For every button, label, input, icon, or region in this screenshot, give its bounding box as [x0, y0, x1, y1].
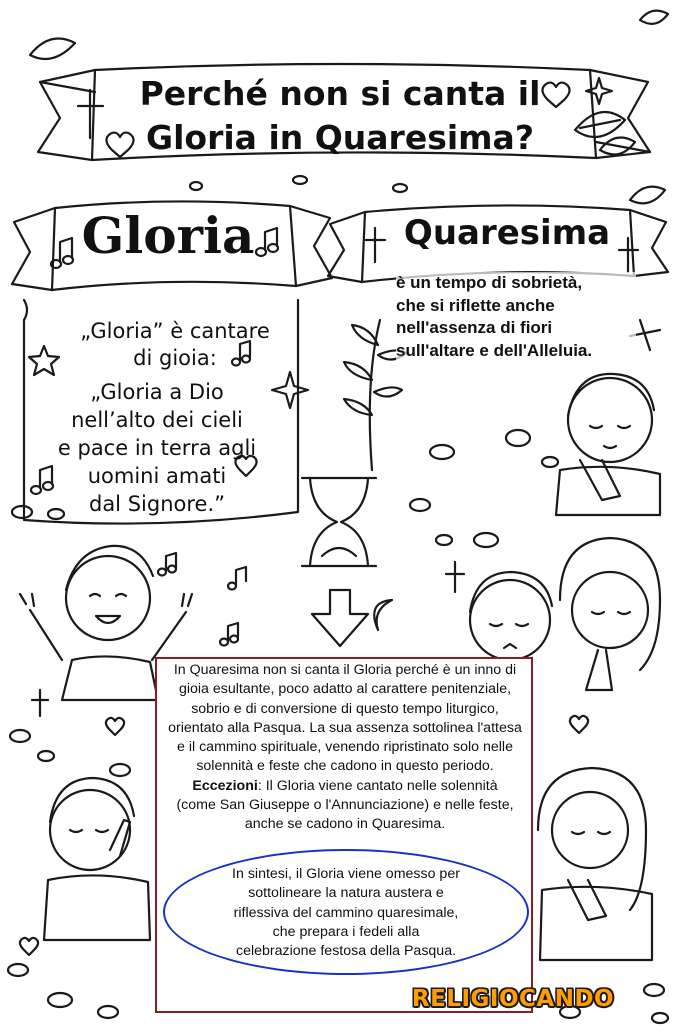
exceptions-line: anche se cadono in Quaresima. — [244, 816, 446, 833]
exceptions-label: Eccezioni — [192, 777, 258, 794]
religiocando-logo — [406, 982, 620, 1018]
explanation-line: e il cammino spirituale, venendo ripristinato solo nelle — [177, 739, 513, 756]
explanation-line: In Quaresima non si canta il Gloria perché è un inno di — [173, 662, 517, 678]
summary-line: In sintesi, il Gloria viene omesso per — [232, 866, 460, 882]
summary-line: che prepara i fedeli alla — [272, 923, 420, 940]
summary-line: riflessiva del cammino quaresimale, — [233, 904, 459, 921]
exceptions-line: (come San Giuseppe o l'Annunciazione) e nelle feste, — [176, 797, 514, 814]
cross-icon — [366, 228, 385, 262]
child-praying — [470, 572, 552, 660]
gloria-quote — [32, 378, 282, 518]
quaresima-desc-line: nell'assenza di fiori — [396, 318, 553, 337]
explanation-text — [159, 661, 531, 835]
exceptions-text: : Il Gloria viene cantato nelle solennità — [257, 777, 498, 794]
music-note-icon — [228, 567, 246, 590]
summary-line: celebrazione festosa della Pasqua. — [235, 943, 457, 960]
gloria-heading: Gloria — [81, 206, 255, 265]
logo-text: RELIGIOCANDO — [411, 986, 615, 1012]
summary-line: sottolineare la natura austera e — [248, 885, 444, 902]
gloria-intro-line: di gioia: — [133, 346, 217, 370]
gloria-quote-line: „Gloria a Dio — [90, 380, 224, 404]
explanation-line: gioia esultante, poco adatto al carattere penitenziale, — [178, 681, 512, 698]
gloria-quote-line: e pace in terra agli — [57, 436, 257, 460]
gloria-intro — [60, 318, 290, 372]
cross-icon — [78, 90, 103, 138]
girl-praying — [560, 538, 660, 690]
explanation-line: solennità e feste che cadono in questo periodo. — [196, 758, 494, 775]
child-praying — [556, 374, 660, 515]
gloria-quote-line: uomini amati — [87, 464, 227, 488]
explanation-line: sobrio e di conversione di questo tempo liturgico, — [191, 700, 499, 717]
music-note-icon — [220, 623, 238, 646]
gloria-quote-line: nell’alto dei cieli — [71, 408, 243, 432]
explanation-box — [155, 657, 533, 1013]
title-line: Perché non si canta il — [139, 74, 541, 113]
explanation-line: orientato alla Pasqua. La sua assenza sottolinea l'attesa — [168, 719, 522, 736]
music-note-icon — [158, 553, 176, 576]
child-silent — [44, 778, 150, 940]
leaf-icon — [30, 11, 668, 59]
gloria-intro-line: „Gloria” è cantare — [80, 319, 270, 343]
girl-praying — [538, 768, 652, 960]
summary — [163, 849, 529, 975]
exceptions-line — [159, 777, 531, 796]
star-icon — [29, 346, 59, 375]
summary-text — [203, 865, 489, 961]
down-arrow-icon — [312, 590, 368, 646]
quaresima-desc-line: è un tempo di sobrietà, — [396, 273, 583, 292]
quaresima-desc-line: che si riflette anche — [396, 295, 555, 315]
music-note-icon — [256, 228, 278, 256]
title-line: Gloria in Quaresima? — [146, 118, 534, 157]
gloria-quote-line: dal Signore.” — [88, 492, 225, 516]
quaresima-desc-line: sull'altare e dell'Alleluia. — [396, 340, 593, 360]
moon-icon — [374, 600, 392, 630]
page-title — [120, 72, 560, 160]
quaresima-description — [396, 272, 636, 362]
quaresima-heading: Quaresima — [403, 213, 611, 253]
hourglass-icon — [302, 478, 376, 566]
cross-icon — [446, 562, 464, 592]
leaf-icon — [630, 187, 665, 204]
